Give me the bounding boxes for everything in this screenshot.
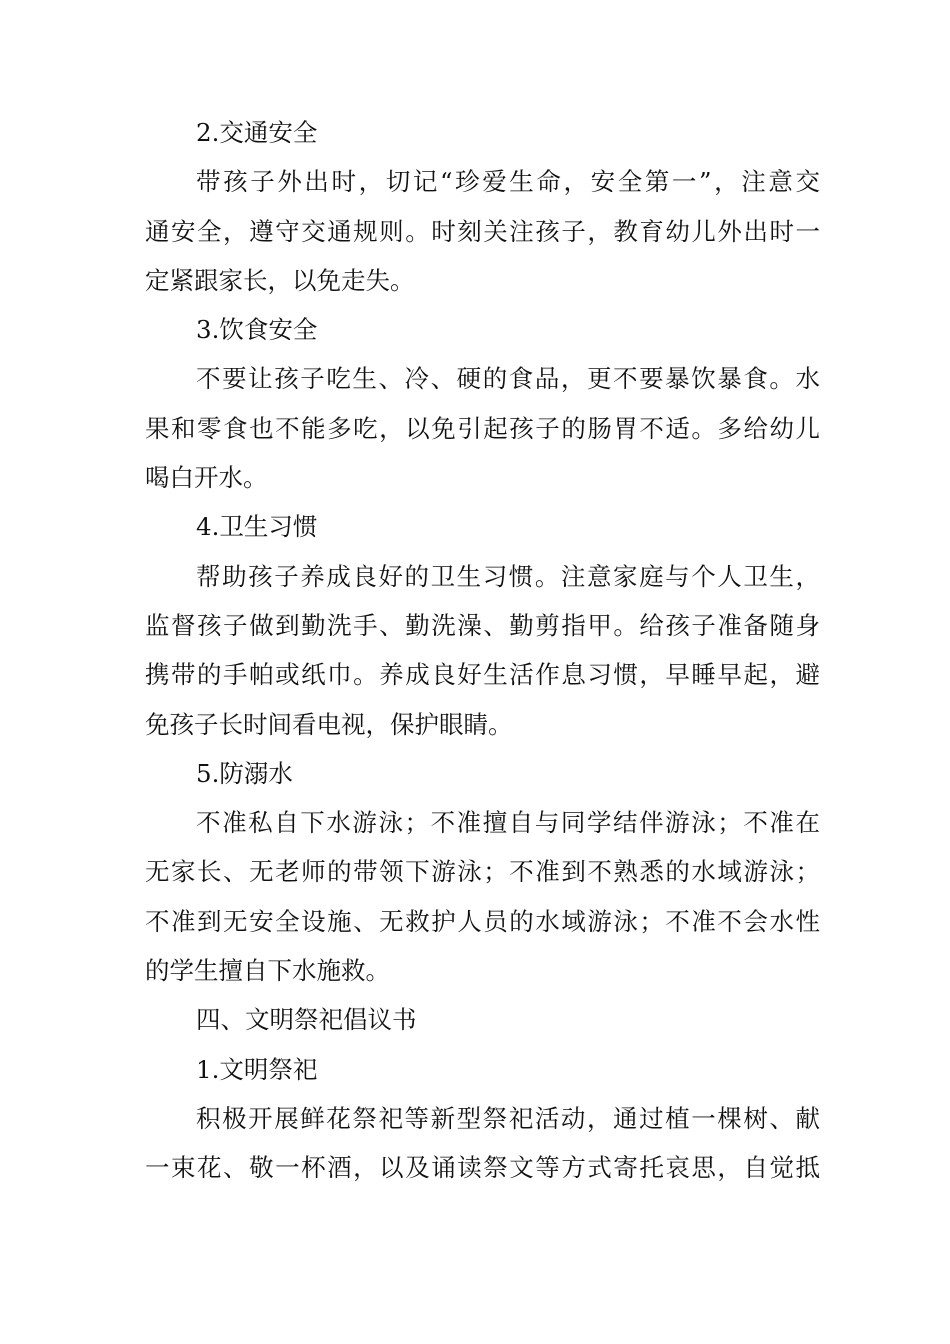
heading-traffic-safety: 2.交通安全 bbox=[196, 118, 318, 147]
paragraph-line: 携带的手帕或纸巾。养成良好生活作息习惯，早睡早起，避 bbox=[145, 660, 820, 690]
heading-civilized-worship: 1.文明祭祀 bbox=[196, 1054, 318, 1084]
paragraph-line: 一束花、敬一杯酒，以及诵读祭文等方式寄托哀思，自觉抵 bbox=[145, 1153, 820, 1183]
heading-hygiene-habits: 4.卫生习惯 bbox=[196, 512, 318, 542]
paragraph-line: 定紧跟家长，以免走失。 bbox=[145, 265, 415, 295]
paragraph-line: 免孩子长时间看电视，保护眼睛。 bbox=[145, 709, 513, 739]
paragraph-line: 不准私自下水游泳；不准擅自与同学结伴游泳；不准在 bbox=[196, 808, 820, 838]
paragraph-line: 的学生擅自下水施救。 bbox=[145, 956, 390, 986]
paragraph-line: 通安全，遵守交通规则。时刻关注孩子，教育幼儿外出时一 bbox=[145, 216, 820, 246]
paragraph-line: 喝白开水。 bbox=[145, 463, 268, 493]
paragraph-line: 果和零食也不能多吃，以免引起孩子的肠胃不适。多给幼儿 bbox=[145, 413, 820, 443]
paragraph-line: 带孩子外出时，切记“珍爱生命，安全第一”，注意交 bbox=[196, 167, 820, 197]
paragraph-line: 积极开展鲜花祭祀等新型祭祀活动，通过植一棵树、献 bbox=[196, 1103, 820, 1133]
paragraph-line: 无家长、无老师的带领下游泳；不准到不熟悉的水域游泳； bbox=[145, 857, 820, 887]
heading-food-safety: 3.饮食安全 bbox=[196, 315, 318, 345]
heading-drowning-prevention: 5.防溺水 bbox=[196, 758, 293, 788]
paragraph-line: 帮助孩子养成良好的卫生习惯。注意家庭与个人卫生， bbox=[196, 561, 820, 591]
paragraph-line: 监督孩子做到勤洗手、勤洗澡、勤剪指甲。给孩子准备随身 bbox=[145, 610, 820, 640]
section-heading-civilized-worship: 四、文明祭祀倡议书 bbox=[196, 1005, 417, 1035]
document-body bbox=[145, 108, 820, 1193]
paragraph-line: 不要让孩子吃生、冷、硬的食品，更不要暴饮暴食。水 bbox=[196, 364, 820, 394]
paragraph-line: 不准到无安全设施、无救护人员的水域游泳；不准不会水性 bbox=[145, 906, 820, 936]
